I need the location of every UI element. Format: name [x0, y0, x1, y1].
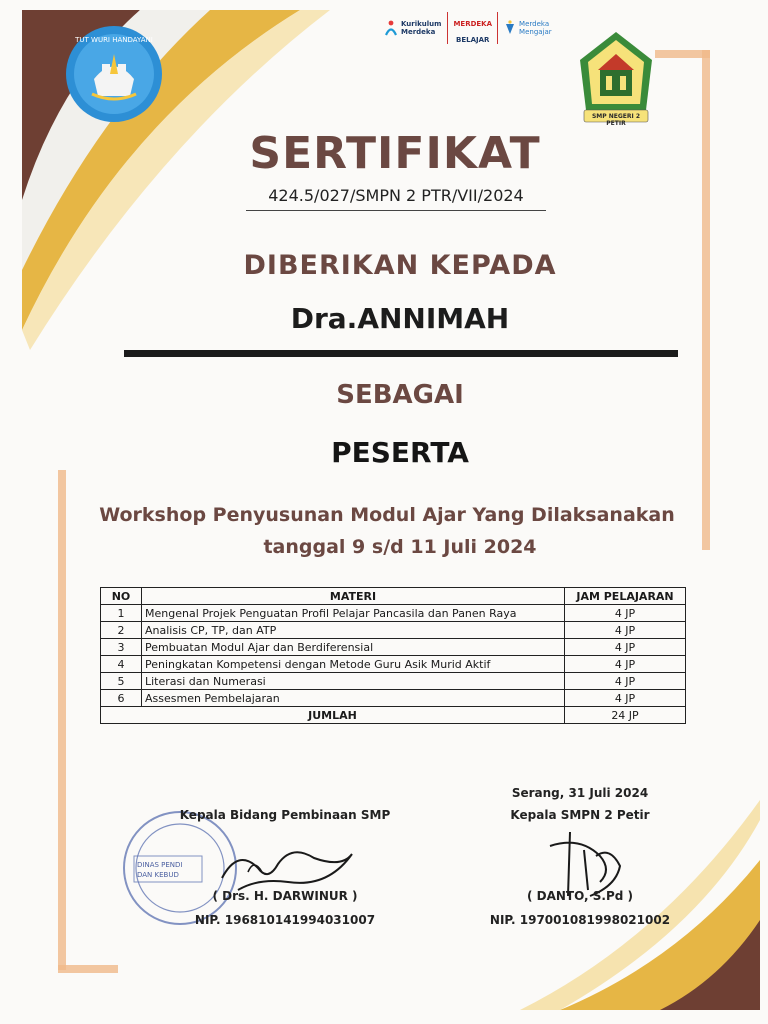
row-materi: Analisis CP, TP, dan ATP: [142, 622, 565, 639]
stamp-text-2: DAN KEBUD: [137, 871, 179, 879]
number-underline: [246, 210, 546, 211]
merdeka-belajar-top: MERDEKA: [453, 20, 493, 28]
merdeka-belajar-bottom: BELAJAR: [456, 36, 490, 44]
kurikulum-merdeka-logo: [384, 20, 441, 36]
role: PESERTA: [331, 436, 469, 469]
table-row: [101, 639, 686, 656]
description-line-1: Workshop Penyusunan Modul Ajar Yang Dilaksanakan: [99, 504, 675, 526]
header-materi: MATERI: [142, 588, 565, 605]
total-value: 24 JP: [565, 707, 686, 724]
row-no: 2: [101, 622, 142, 639]
materials-table: [100, 587, 686, 724]
right-signer-name: ( DANTO, S.Pd ): [526, 889, 634, 903]
merdeka-mengajar-text: Merdeka Mengajar: [519, 20, 552, 36]
row-materi: Mengenal Projek Penguatan Profil Pelajar Pancasila dan Panen Raya: [142, 605, 565, 622]
row-jam: 4 JP: [565, 690, 686, 707]
description-line-2: tanggal 9 s/d 11 Juli 2024: [263, 536, 537, 558]
row-jam: 4 JP: [565, 622, 686, 639]
row-no: 6: [101, 690, 142, 707]
table-row: [101, 622, 686, 639]
kurikulum-text: Kurikulum Merdeka: [401, 20, 442, 36]
as-label: SEBAGAI: [336, 380, 464, 410]
merdeka-belajar-logo: [447, 12, 498, 44]
table-header-row: [101, 588, 686, 605]
given-to-label: DIBERIKAN KEPADA: [243, 250, 557, 281]
row-jam: 4 JP: [565, 656, 686, 673]
left-signer-position: Kepala Bidang Pembinaan SMP: [179, 808, 391, 822]
table-row: [101, 673, 686, 690]
merdeka-mengajar-icon: [504, 20, 516, 36]
right-signer-position: Kepala SMPN 2 Petir: [510, 808, 650, 822]
row-materi: Assesmen Pembelajaran: [142, 690, 565, 707]
right-signer-nip: NIP. 197001081998021002: [489, 913, 671, 927]
table-row: [101, 656, 686, 673]
row-materi: Peningkatan Kompetensi dengan Metode Guru Asik Murid Aktif: [142, 656, 565, 673]
place-date: Serang, 31 Juli 2024: [511, 786, 649, 800]
merdeka-mengajar-logo: [504, 20, 552, 36]
recipient-underline: [124, 350, 678, 357]
kurikulum-icon: [384, 20, 398, 36]
certificate-title: SERTIFIKAT: [249, 128, 541, 179]
row-materi: Pembuatan Modul Ajar dan Berdiferensial: [142, 639, 565, 656]
left-signer-nip: NIP. 196810141994031007: [194, 913, 376, 927]
table-row: [101, 605, 686, 622]
merdeka-logos: [384, 14, 552, 42]
row-no: 3: [101, 639, 142, 656]
table-total-row: [101, 707, 686, 724]
left-signer-name: ( Drs. H. DARWINUR ): [212, 889, 358, 903]
row-materi: Literasi dan Numerasi: [142, 673, 565, 690]
certificate-number: 424.5/027/SMPN 2 PTR/VII/2024: [268, 186, 524, 205]
header-jam: JAM PELAJARAN: [565, 588, 686, 605]
table-row: [101, 690, 686, 707]
tut-wuri-handayani-logo: [64, 24, 164, 124]
tut-wuri-text: TUT WURI HANDAYANI: [75, 36, 153, 44]
row-no: 4: [101, 656, 142, 673]
header-no: NO: [101, 588, 142, 605]
row-jam: 4 JP: [565, 639, 686, 656]
row-no: 5: [101, 673, 142, 690]
row-jam: 4 JP: [565, 673, 686, 690]
recipient-name: Dra.ANNIMAH: [290, 302, 510, 335]
total-label: JUMLAH: [101, 707, 565, 724]
row-jam: 4 JP: [565, 605, 686, 622]
row-no: 1: [101, 605, 142, 622]
school-logo-text: SMP NEGERI 2 PETIR: [591, 113, 641, 127]
stamp-text-1: DINAS PENDI: [137, 861, 183, 869]
